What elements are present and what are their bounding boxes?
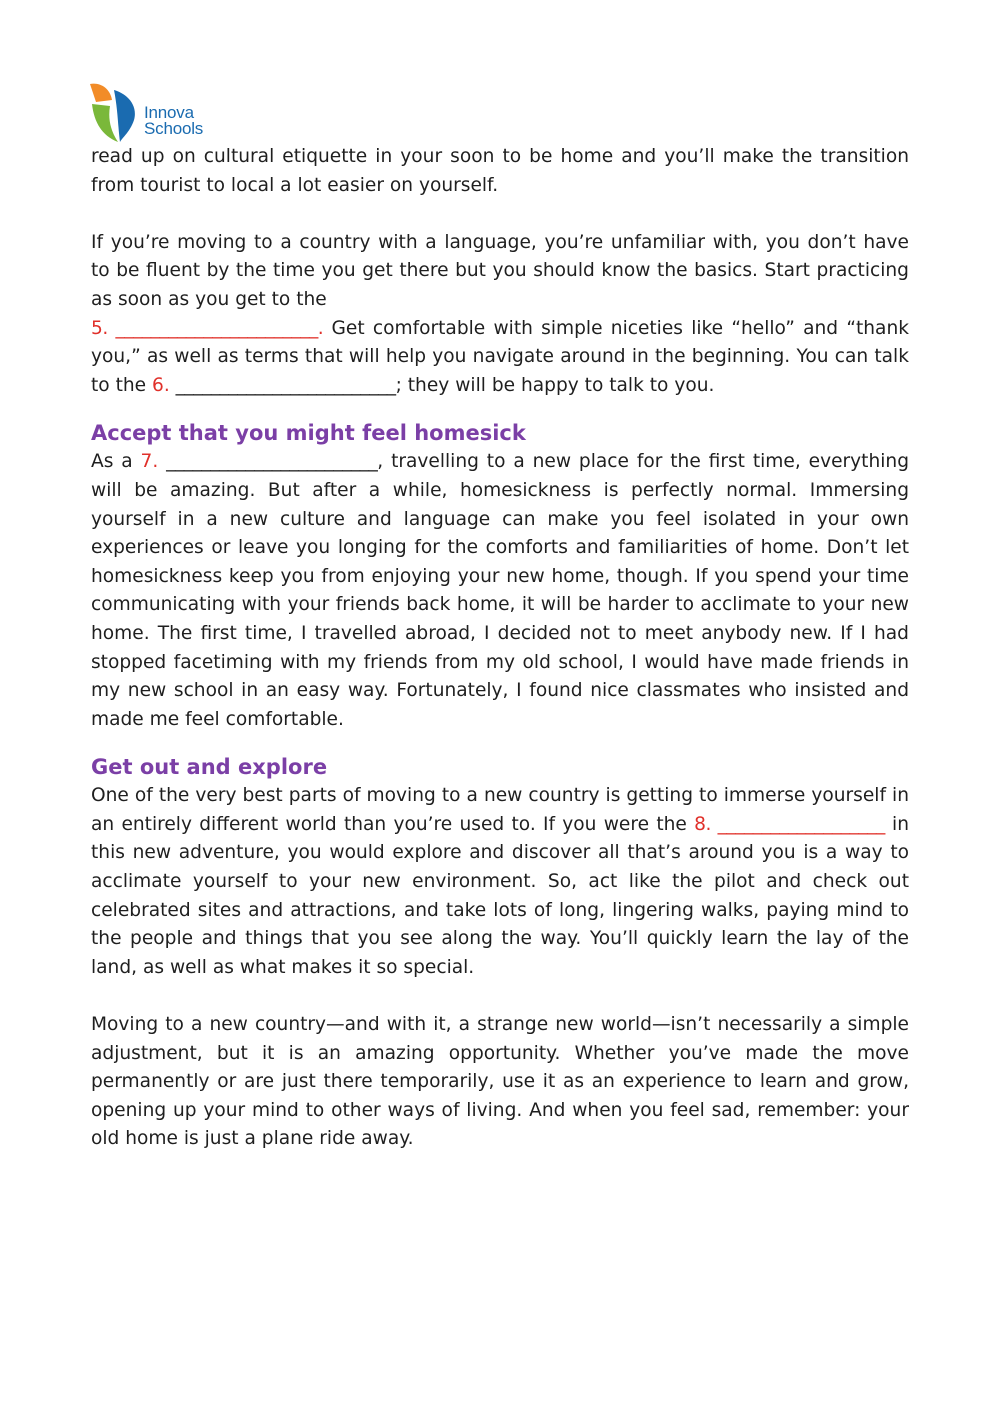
logo-line-schools: Schools [144, 119, 204, 138]
logo-line-innova: Innova [144, 103, 194, 122]
language-text-1: If you’re moving to a country with a language, you’re unfamiliar with, you don’t have to be fluent by the time you get there but you should know the basics. Start practicing as soon as you get to the [91, 231, 909, 310]
intro-paragraph: read up on cultural etiquette in your soon to be home and you’ll make the transition from tourist to local a lot easier on yourself. [91, 146, 909, 196]
blank-5[interactable]: 5. _______________________. [91, 317, 324, 339]
homesick-text-1: As a [91, 451, 141, 473]
closing-paragraph: Moving to a new country—and with it, a strange new world—isn’t necessarily a simple adjustment, but it is an amazing opportunity. Whether you’ve made the move permanently or are just there temporarily, use it as an experience to learn and grow, opening up your mind to other ways of living. And when you feel sad, remember: your old home is just a plane ride away. [91, 1014, 909, 1150]
blank-6[interactable]: _________________________ [175, 374, 396, 396]
blank-7[interactable]: ________________________ [166, 451, 378, 473]
homesick-text-2: , travelling to a new place for the first time, everything will be amazing. But after a while, homesickness is perfectly normal. Immersing yourself in a new culture and language can make you feel isolated in your own experiences or leave you longing for the comforts and familiarities of home. Don’t let homesickness keep you from enjoying your new home, though. If you spend your time communicating with your friends back home, it will be harder to acclimate to your new home. The first time, I travelled abroad, I decided not to meet anybody new. If I had stopped facetiming with my friends from my old school, I would have made friends in my new school in an easy way. Fortunately, I found nice classmates who insisted and made me feel comfortable. [91, 451, 909, 730]
homesick-heading: Accept that you might feel homesick [91, 421, 526, 446]
explore-text-2: in this new adventure, you would explore and discover all that’s around you is a way to acclimate yourself to your new environment. So, act like the pilot and check out celebrated sites and attractions, and take lots of long, lingering walks, paying mind to the people and things that you see along the way. You’ll quickly learn the lay of the land, as well as what makes it so special. [91, 813, 909, 978]
blank-8[interactable]: 8. ___________________ [694, 813, 885, 835]
innova-schools-logo [88, 80, 228, 144]
language-text-2: Get comfortable with simple niceties like “hello” and “thank you,” as well as terms that will help you navigate around in the beginning. You can talk to the [91, 317, 909, 396]
leaf-logo-icon [88, 80, 140, 144]
explore-paragraph [91, 782, 909, 982]
blank-6-number: 6. [152, 374, 176, 396]
language-text-3: ; they will be happy to talk to you. [395, 374, 715, 396]
explore-text-1: One of the very best parts of moving to a new country is getting to immerse yourself in an entirely different world than you’re used to. If you were the [91, 785, 909, 835]
language-paragraph [91, 229, 909, 401]
blank-7-number: 7. [140, 451, 167, 473]
article-body [91, 143, 909, 1154]
homesick-paragraph [91, 448, 909, 734]
explore-heading: Get out and explore [91, 755, 328, 780]
